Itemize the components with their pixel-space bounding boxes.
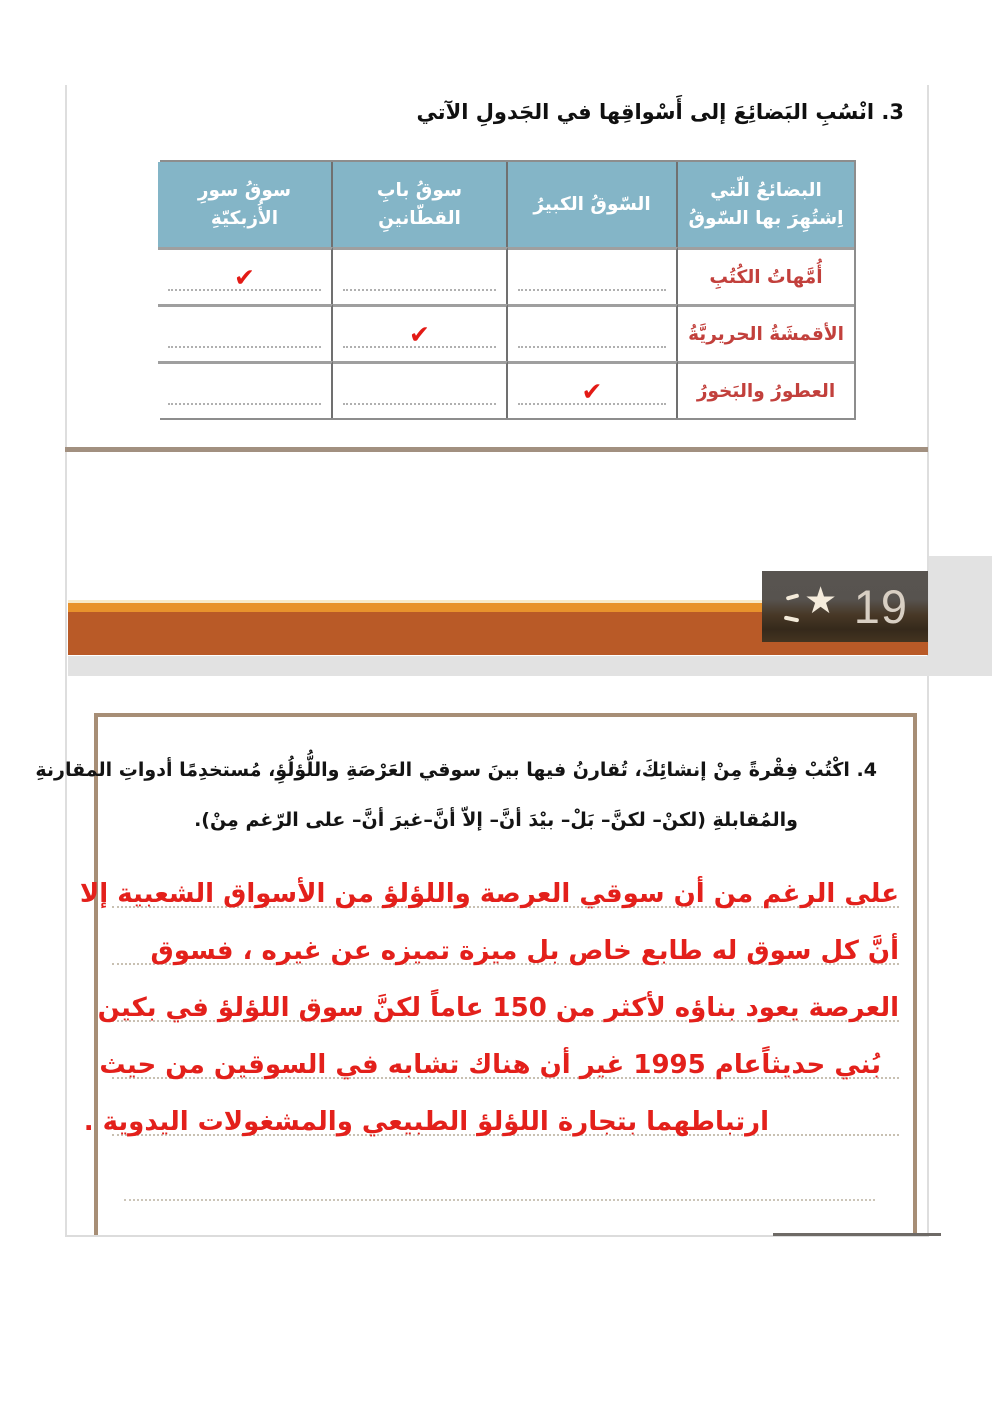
answer-text: على الرغم من أن سوقي العرصة واللؤلؤ من الأسواق الشعبية إلا (79, 879, 899, 910)
answer-cell (508, 304, 678, 361)
answer-text: ارتباطهما بتجارة اللؤلؤ الطبيعي والمشغولات اليدوية . (83, 1107, 769, 1138)
dotted-rule (168, 346, 320, 348)
dotted-rule (518, 289, 666, 291)
page-number: 19 (853, 580, 908, 633)
dotted-rule (168, 289, 320, 291)
handwritten-answer-line (97, 965, 899, 1024)
answer-cell (333, 361, 508, 418)
answer-cell (508, 361, 678, 418)
handwritten-answer-line (112, 908, 899, 965)
handwritten-answer-line (83, 1079, 899, 1138)
star-motion-dash (786, 593, 800, 600)
answer-cell (158, 361, 333, 418)
dotted-rule (343, 289, 495, 291)
answer-text: أنَّ كل سوق له طابع خاص بل ميزة تميزه عن غيره ، فسوق (150, 936, 899, 967)
dotted-rule (518, 403, 666, 405)
empty-answer-line (124, 1136, 875, 1201)
dotted-rule (343, 346, 495, 348)
answer-cell (333, 304, 508, 361)
section-divider (65, 447, 928, 452)
star-icon (762, 571, 852, 642)
question4-prompt-line2: والمُقابلةِ (لكنْ– لكنَّ– بَلْ– بيْدَ أنَّ– إلاّ أنَّ–غيرَ أنَّ– على الرّغم مِنْ). (194, 809, 798, 831)
page-edge-line (773, 1233, 941, 1236)
table-header-market-sur-alazbakiyya: سوقُ سورِ الأُزبكيّةِ (158, 162, 333, 247)
answer-text: بُني حديثاًعام 1995 غير أن هناك تشابه في السوقين من حيث (99, 1050, 881, 1081)
answer-cell (333, 247, 508, 304)
table-header-market-big-souq: السّوقُ الكبيرُ (508, 162, 678, 247)
answer-text: العرصة يعود بناؤه لأكثر من 150 عاماً لكنَّ سوق اللؤلؤ في بكين (97, 993, 899, 1024)
handwritten-answer-line (79, 851, 899, 910)
handwritten-answer-line (99, 1022, 899, 1081)
page-number-badge (762, 571, 928, 642)
table-row-label: الأقمشَةُ الحريريَّةُ (678, 304, 854, 361)
dotted-rule (518, 346, 666, 348)
star-motion-dash (784, 615, 800, 622)
question4-prompt (35, 745, 877, 845)
page-edge-line (65, 85, 67, 1236)
dotted-rule (168, 403, 320, 405)
table-header-goods: البضائعُ الّتي اِشتُهِرَ بها السّوقُ (678, 162, 854, 247)
answer-area (79, 851, 899, 1201)
dotted-rule (343, 403, 495, 405)
question4-prompt-line1: 4. اكْتُبْ فِقْرةً مِنْ إنشائِكَ، تُقارنُ فيها بينَ سوقي العَرْصَةِ واللُّؤلُؤِ، مُستخدِمًا أدواتِ المقارنةِ (35, 759, 877, 781)
table-header-market-bab-alqattanin: سوقُ بابِ القطّانينِ (333, 162, 508, 247)
table-row-label: أُمَّهاتُ الكُتُبِ (678, 247, 854, 304)
table-row-label: العطورُ والبَخورُ (678, 361, 854, 418)
answer-cell (158, 304, 333, 361)
checkmark-icon: ✔ (409, 320, 430, 349)
question3-prompt: 3. انْسُبِ البَضائِعَ إلى أَسْواقِها في الجَدولِ الآتي (416, 100, 904, 124)
answer-cell (508, 247, 678, 304)
answer-cell (158, 247, 333, 304)
checkmark-icon: ✔ (234, 263, 255, 292)
question3-table (160, 160, 856, 420)
star-glyph: ★ (804, 579, 838, 622)
checkmark-icon: ✔ (581, 377, 603, 406)
page-gap (68, 656, 992, 676)
